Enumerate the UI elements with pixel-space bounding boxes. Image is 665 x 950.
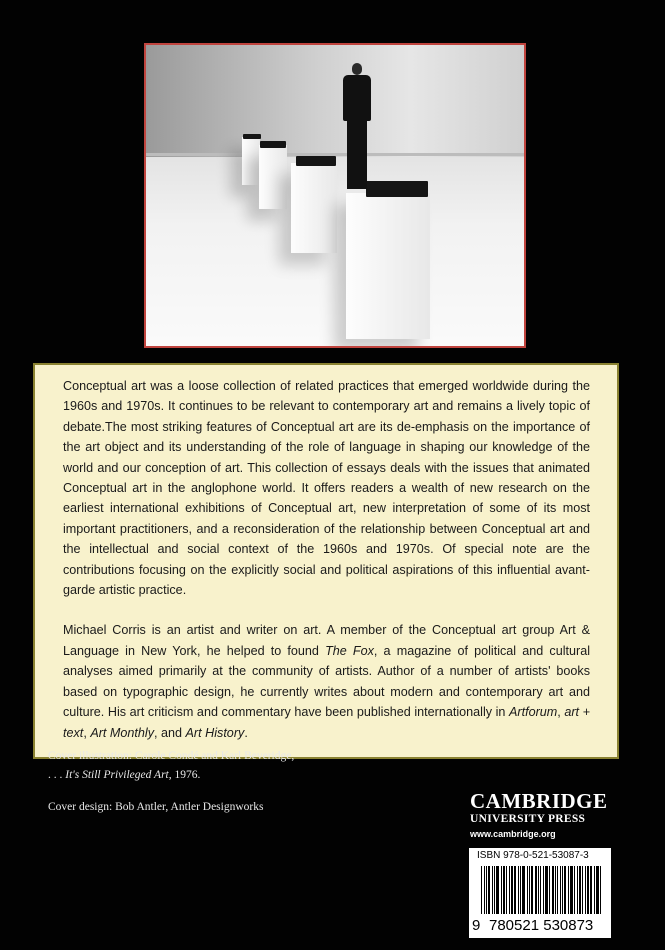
author-bio-paragraph [63,620,590,742]
bio-title: Artforum [508,705,558,720]
barcode-bar [564,866,566,914]
barcode-bar [496,866,499,914]
barcode-bar [514,866,516,914]
cover-illustration-title [48,768,200,782]
barcode-bar [562,866,563,914]
barcode-bar [568,866,569,914]
book-object [296,156,336,166]
barcode-bar [590,866,592,914]
isbn-barcode [469,848,611,938]
barcode-bar [570,866,573,914]
person-head [352,63,362,75]
barcode-bar [549,866,550,914]
barcode-bar [501,866,502,914]
barcode-bar [545,866,548,914]
bio-text: , a magazine of political and cultural analyses aimed primarily at the community of artists. Author of a number of artists' books based on typographic design, he currently writes about modern and contemporary art and culture. His art criticism and commentary have been published internationally in [63,643,591,720]
book-object [243,134,261,139]
description-paragraph: Conceptual art was a loose collection of related practices that emerged worldwide during the 1960s and 1970s. It continues to be relevant to contemporary art and remains a lively topic of debate.The most striking features of Conceptual art are its de-emphasis on the importance of the art object and its understanding of the role of language in shaping our knowledge of the world and our conception of art. This collection of essays deals with the issues that animated Conceptual art in the anglophone world. It offers readers a wealth of new research on the earliest international exhibitions of Conceptual art, new interpretation of some of its most important practitioners, and a reconsideration of the relationship between Conceptual art and the intellectual and social context of the 1960s and 1970s. Of special note are the contributions focusing on the explicitly social and political aspirations of this influential avant-garde artistic practice. [63,379,590,598]
barcode-bar [594,866,595,914]
barcode-bar [577,866,578,914]
pedestal [242,137,260,185]
barcode-digits: 780521 530873 [489,917,594,934]
barcode-bar [520,866,521,914]
book-object [366,181,428,197]
barcode-bar [587,866,589,914]
publisher-url: www.cambridge.org [470,829,556,839]
cover-design-credit: Cover design: Bob Antler, Antler Designworks [48,801,264,813]
barcode-bar [481,866,482,914]
cover-photo [144,43,526,348]
bio-text: , [557,705,565,720]
bio-text: , [83,725,91,740]
barcode-bar [486,866,487,914]
barcode-bar [557,866,558,914]
barcode-bar [527,866,528,914]
bio-text: . [244,725,248,740]
barcode-bar [538,866,539,914]
barcode-bar [509,866,510,914]
artwork-year: , 1976. [168,769,201,781]
barcode-bar [529,866,530,914]
barcode-bar [560,866,561,914]
gallery-wall [146,45,524,157]
barcode-bar [503,866,505,914]
pedestal [291,163,337,253]
barcode-bar [535,866,537,914]
bio-text: , and [154,725,186,740]
artwork-title: It's Still Privileged Art [65,769,169,781]
barcode-bar [555,866,556,914]
book-object [260,141,286,148]
pedestal [259,145,287,209]
barcode-bar [552,866,554,914]
publisher-subname: UNIVERSITY PRESS [470,813,586,825]
isbn-text: ISBN 978-0-521-53087-3 [477,850,589,861]
pedestal [346,193,430,339]
ellipsis: . . . [48,769,66,781]
barcode-bar [511,866,513,914]
barcode-bar [492,866,493,914]
person-legs [347,119,367,189]
barcode-bar [484,866,485,914]
cover-illustration-credit: Cover illustration: Carole Condé and Karl Beveridge, [48,750,295,762]
bio-title: The Fox [325,643,374,658]
barcode-bar [506,866,507,914]
publisher-logo [470,790,608,840]
bio-title: Art Monthly [90,725,155,740]
description-box [33,363,619,759]
barcode-bar [488,866,490,914]
publisher-name: CAMBRIDGE [470,789,608,813]
barcode-bar [574,866,575,914]
person-torso [343,75,371,121]
barcode-bar [522,866,525,914]
barcode-first-digit: 9 [472,917,481,934]
barcode-bar [600,866,601,914]
bio-text: Michael Corris is an artist and writer on art. A member of the Conceptual art group Art & Language in New York, he helped to found [63,623,590,658]
barcode-bar [585,866,586,914]
barcode-bar [518,866,519,914]
barcode-bar [582,866,583,914]
barcode-bar [596,866,599,914]
bio-title: Art History [185,725,245,740]
barcode-bar [579,866,581,914]
barcode-bar [543,866,544,914]
barcode-bars [481,866,603,914]
barcode-bar [540,866,541,914]
barcode-bar [494,866,495,914]
bio-title: art + text [63,705,590,740]
barcode-bar [531,866,533,914]
